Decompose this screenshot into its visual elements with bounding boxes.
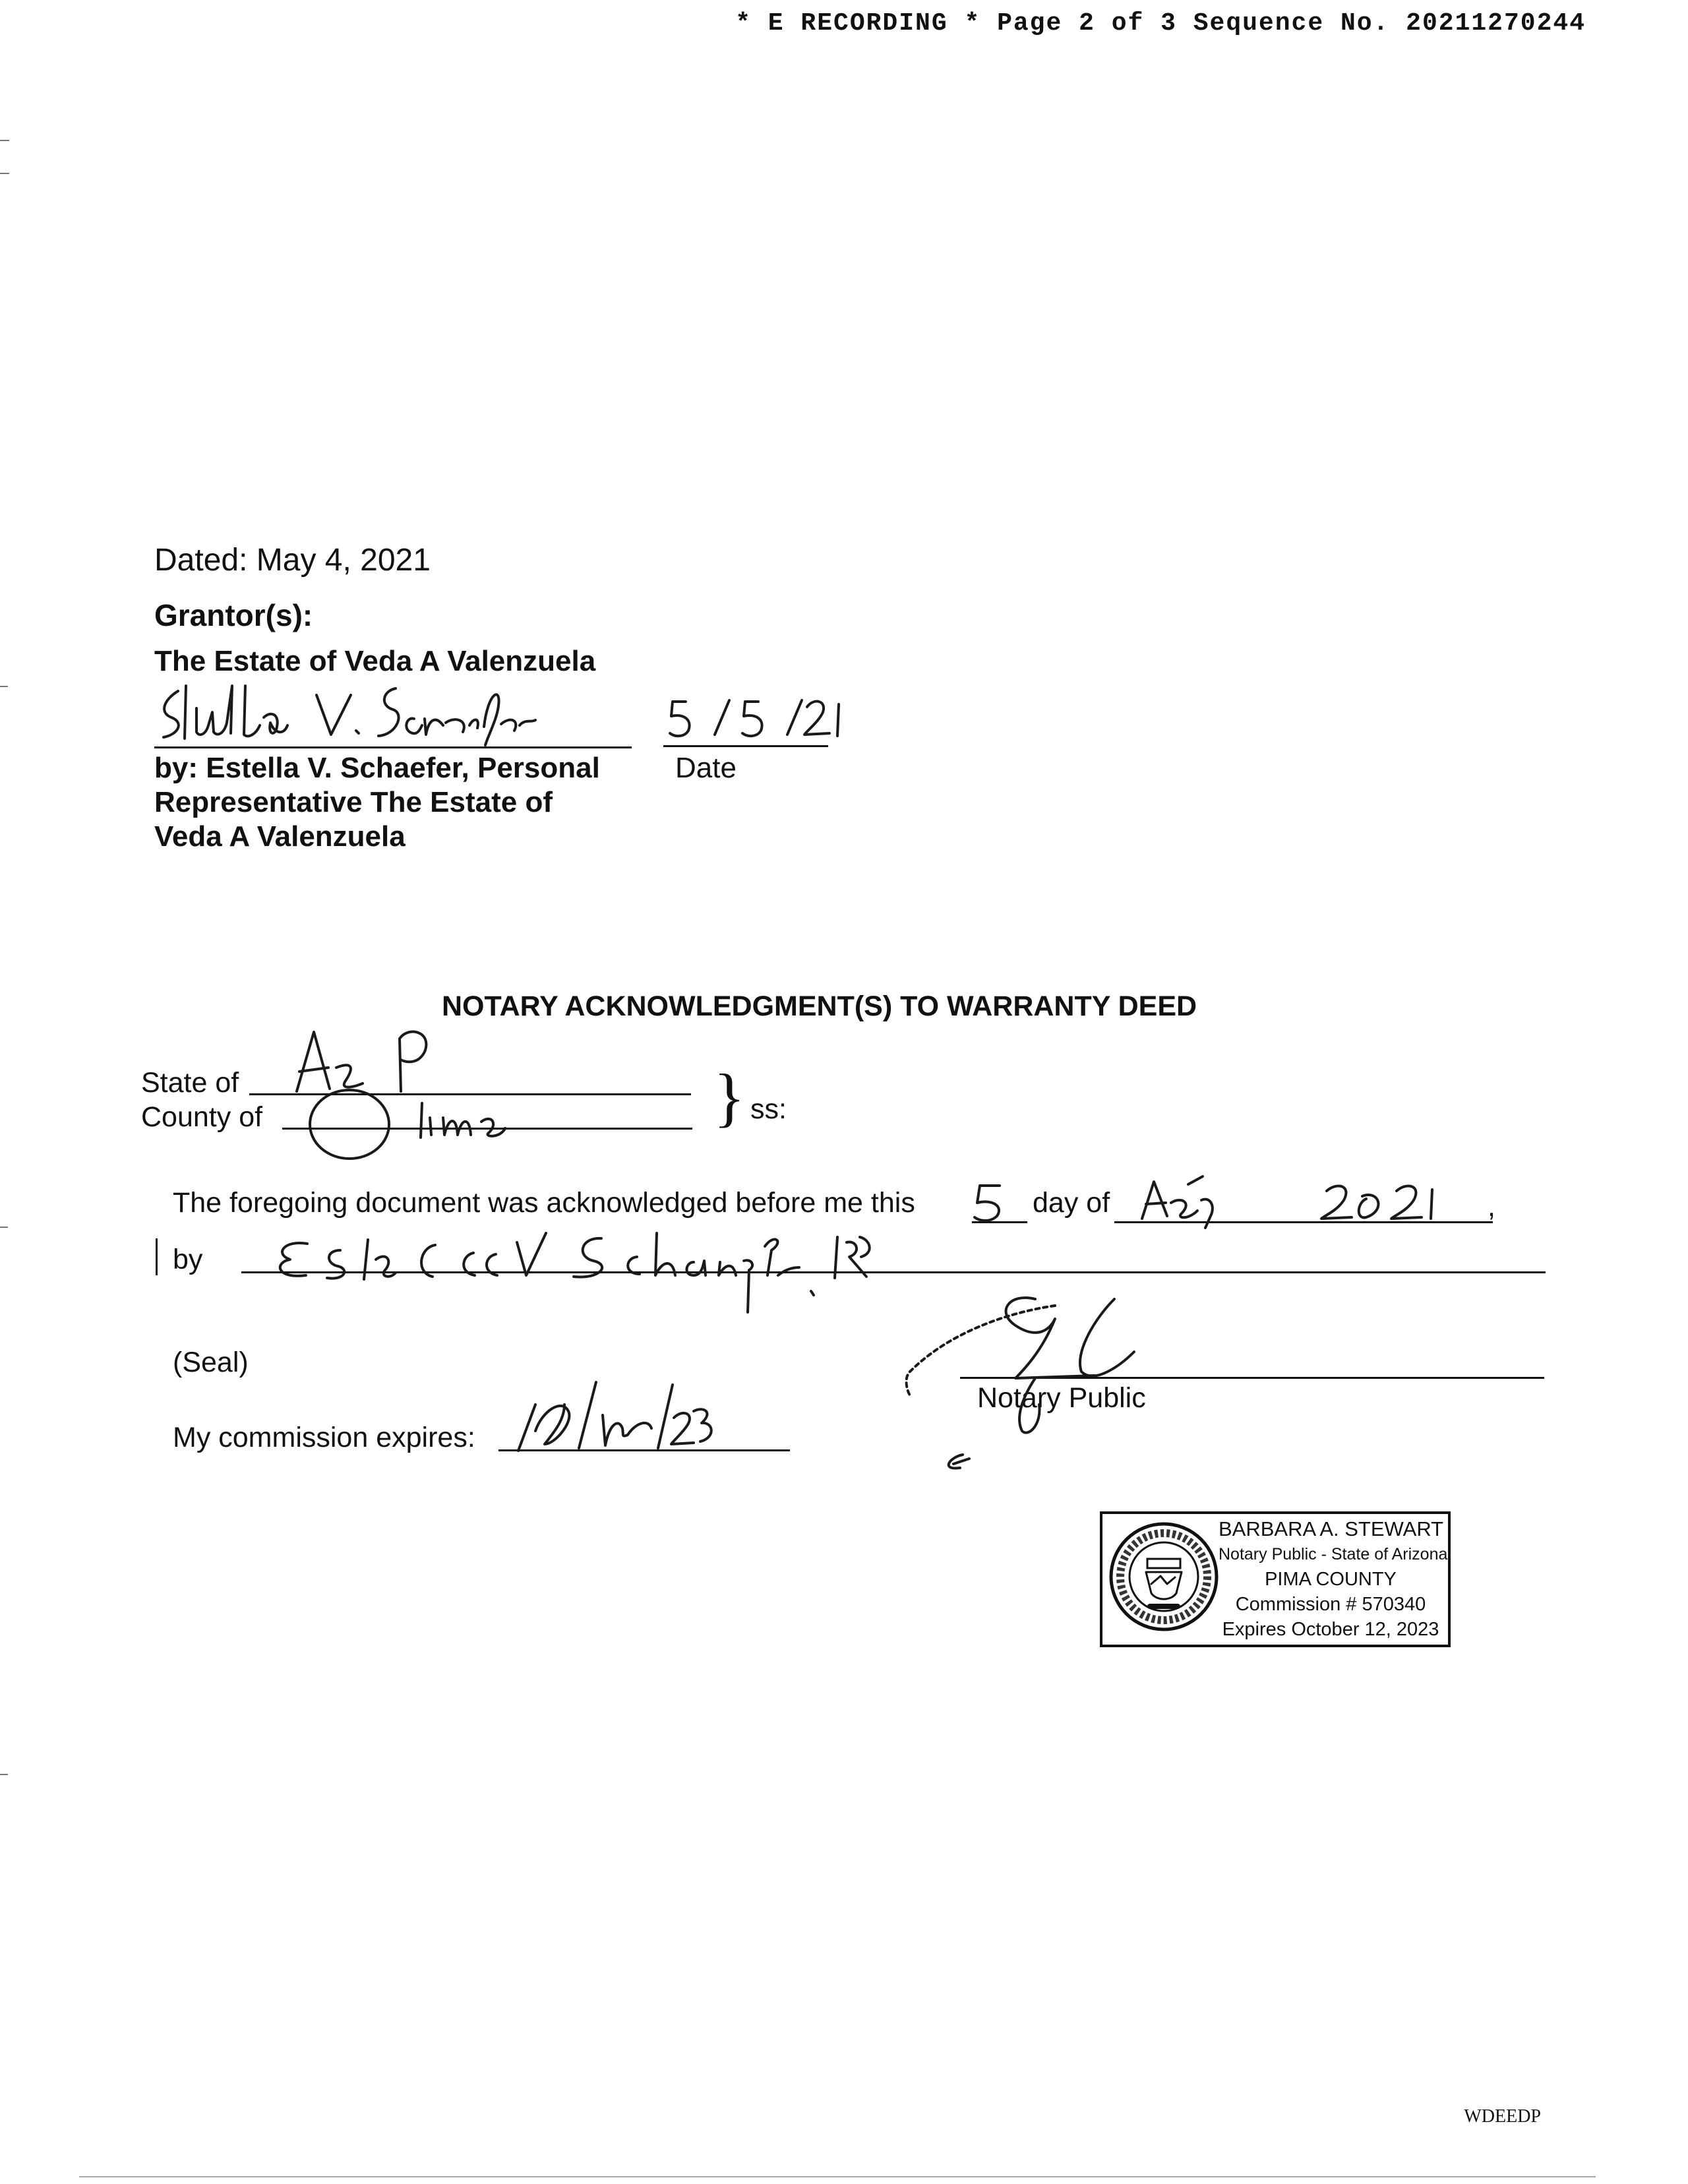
stamp-commission: Commission # 570340 <box>1235 1594 1426 1615</box>
signer-line-3: Veda A Valenzuela <box>154 820 406 853</box>
dated-line: Dated: May 4, 2021 <box>154 543 431 578</box>
ack-day-of: day of <box>1033 1187 1110 1219</box>
scan-mark <box>0 1227 8 1228</box>
by-label: by <box>173 1244 203 1275</box>
notary-title: NOTARY ACKNOWLEDGMENT(S) TO WARRANTY DEED <box>442 990 1197 1022</box>
ack-date-handwriting <box>971 1176 1498 1229</box>
signature-date-handwriting <box>666 698 844 744</box>
brace: } <box>713 1060 745 1134</box>
ss-label: ss: <box>750 1093 787 1125</box>
grantor-signature <box>158 679 554 748</box>
stamp-text <box>1219 1517 1448 1642</box>
scan-mark <box>0 686 8 687</box>
scan-mark <box>0 140 9 141</box>
by-handwriting <box>264 1207 1002 1319</box>
stamp-expires: Expires October 12, 2023 <box>1222 1619 1439 1640</box>
seal-label: (Seal) <box>173 1347 249 1378</box>
county-label: County of <box>141 1101 263 1133</box>
ack-prefix: The foregoing document was acknowledged before me this <box>173 1187 915 1219</box>
stamp-title: Notary Public - State of Arizona <box>1219 1545 1448 1563</box>
commission-label: My commission expires: <box>173 1422 475 1453</box>
stamp-name: BARBARA A. STEWART <box>1219 1517 1444 1540</box>
date-label: Date <box>675 752 737 784</box>
scan-mark <box>0 173 9 174</box>
margin-mark <box>156 1238 158 1275</box>
scan-mark <box>0 1774 8 1775</box>
grantor-name: The Estate of Veda A Valenzuela <box>154 645 596 677</box>
grantor-label: Grantor(s): <box>154 598 313 632</box>
scan-edge <box>79 2176 1596 2177</box>
form-code: WDEEDP <box>1464 2106 1541 2127</box>
notary-signature <box>897 1292 1213 1484</box>
state-label: State of <box>141 1067 239 1099</box>
signer-line-1: by: Estella V. Schaefer, Personal <box>154 752 600 784</box>
notary-public-label: Notary Public <box>977 1382 1146 1414</box>
signature-line <box>154 746 632 748</box>
state-county-handwriting <box>277 1025 554 1151</box>
recording-header: * E RECORDING * Page 2 of 3 Sequence No. 20211270244 <box>735 9 1586 38</box>
signer-line-2: Representative The Estate of <box>154 786 553 818</box>
date-line <box>663 745 828 747</box>
commission-handwriting <box>496 1372 713 1471</box>
comma: , <box>1488 1191 1495 1223</box>
arizona-seal-icon <box>1108 1521 1220 1633</box>
stamp-county: PIMA COUNTY <box>1265 1569 1397 1590</box>
